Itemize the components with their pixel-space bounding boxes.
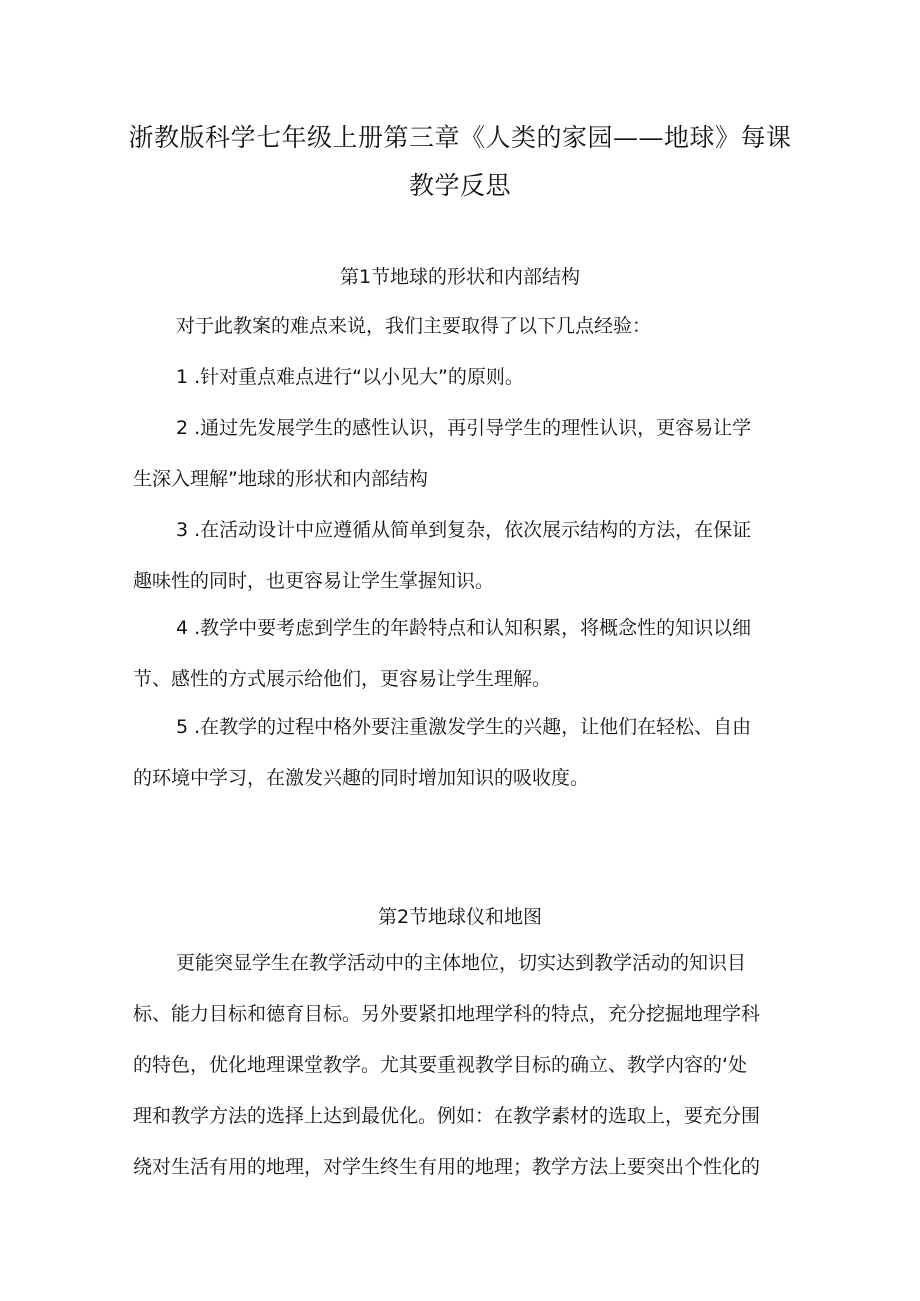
paragraph-line: 节、感性的方式展示给他们，更容易让学生理解。: [133, 668, 552, 690]
section-1-item-5: [133, 702, 793, 804]
paragraph-line: 3 .在活动设计中应遵循从简单到复杂，依次展示结构的方法，在保证: [176, 519, 752, 541]
paragraph-line: 理和教学方法的选择上达到最优化。例如：在教学素材的选取上，要充分围: [133, 1105, 761, 1127]
paragraph-line: 对于此教案的难点来说，我们主要取得了以下几点经验：: [176, 315, 652, 337]
paragraph-line: 1 .针对重点难点进行“以小见大”的原则。: [176, 366, 524, 388]
paragraph-line: 4 .教学中要考虑到学生的年龄特点和认知积累，将概念性的知识以细: [176, 617, 752, 639]
document-title-line-2: 教学反思: [408, 171, 511, 200]
section-1-item-3: [133, 505, 793, 607]
paragraph-line: 2 .通过先发展学生的感性认识，再引导学生的理性认识，更容易让学: [176, 417, 752, 439]
section-1-intro: [133, 301, 793, 352]
paragraph-line: 更能突显学生在教学活动中的主体地位，切实达到教学活动的知识目: [176, 952, 747, 974]
section-1-item-1: [133, 352, 793, 403]
document-title-line-1: 浙教版科学七年级上册第三章《人类的家园——地球》每课: [128, 123, 792, 152]
section-1-heading: 第1节地球的形状和内部结构: [339, 266, 581, 288]
section-2-heading: 第2节地球仪和地图: [377, 906, 543, 928]
section-2-paragraph: [133, 938, 793, 1193]
paragraph-line: 生深入理解”地球的形状和内部结构: [133, 468, 428, 490]
paragraph-line: 标、能力目标和德育目标。另外要紧扣地理学科的特点，充分挖掘地理学科: [133, 1003, 761, 1025]
paragraph-line: 趣味性的同时，也更容易让学生掌握知识。: [133, 570, 495, 592]
paragraph-line: 的环境中学习，在激发兴趣的同时增加知识的吸收度。: [133, 767, 590, 789]
paragraph-line: 5 .在教学的过程中格外要注重激发学生的兴趣，让他们在轻松、自由: [176, 716, 752, 738]
section-1-item-2: [133, 403, 793, 505]
paragraph-line: 绕对生活有用的地理，对学生终生有用的地理；教学方法上要突出个性化的: [133, 1156, 761, 1178]
paragraph-line: 的特色，优化地理课堂教学。尤其要重视教学目标的确立、教学内容的‘处: [133, 1054, 748, 1076]
section-1-item-4: [133, 603, 793, 705]
